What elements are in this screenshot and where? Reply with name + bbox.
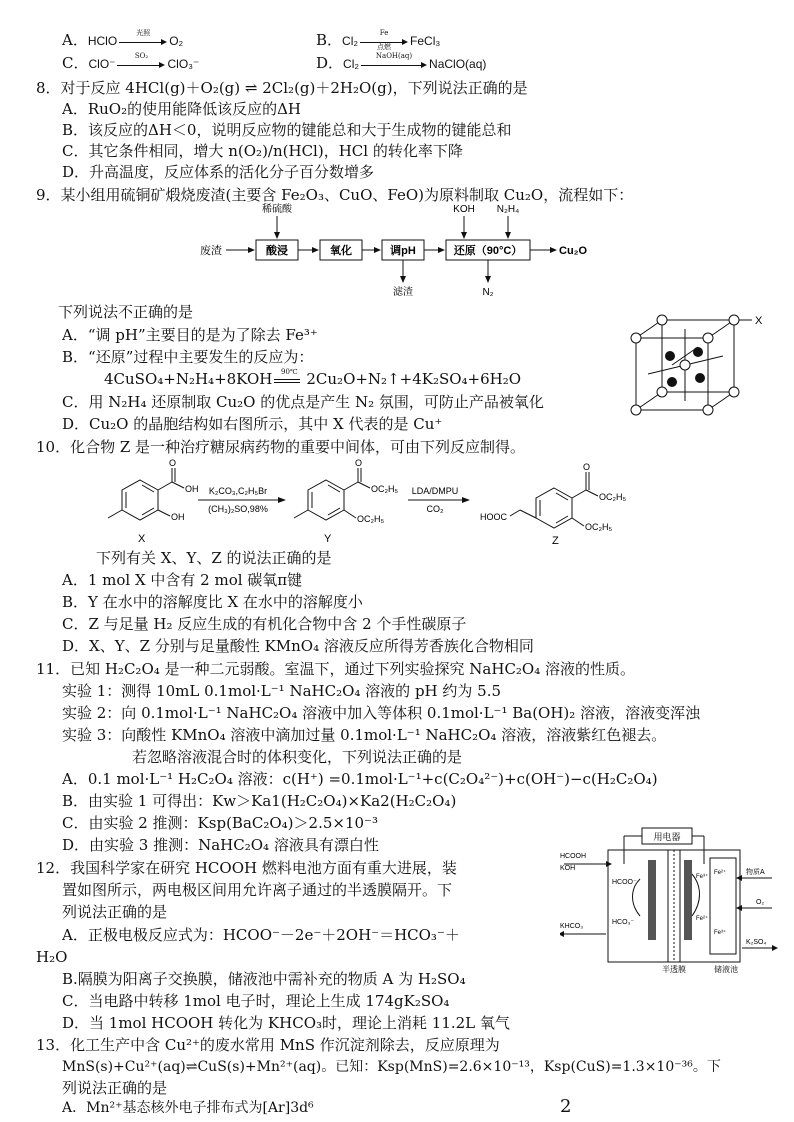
- q9-option-c: C．用 N₂H₄ 还原制取 Cu₂O 的优点是产生 N₂ 氛围，可防止产品被氧化: [62, 393, 544, 411]
- q9-crystal-cell-diagram: [628, 312, 768, 420]
- output-k2so4: K₂SO₄: [746, 939, 767, 946]
- q9-option-b: B．“还原”过程中主要发生的反应为：: [62, 348, 314, 366]
- q7-option-a: A．HClO 光照 O₂: [62, 29, 184, 49]
- q8-option-a: A．RuO₂的使用能降低该反应的ΔH: [62, 100, 302, 118]
- q13-option-a: A．Mn²⁺基态核外电子排布式为[Ar]3d⁶: [62, 1100, 314, 1116]
- flow-reagent-koh: KOH: [453, 204, 475, 215]
- q9-option-d: D．Cu₂O 的晶胞结构如右图所示，其中 X 代表的是 Cu⁺: [62, 415, 443, 433]
- y-carbonyl-o: O: [355, 458, 363, 468]
- svg-text:还原（90°C）: 还原（90°C）: [453, 245, 523, 257]
- q11-experiment-3: 实验 3：向酸性 KMnO₄ 溶液中滴加过量 0.1mol·L⁻¹ NaHC₂O₄ 溶液，溶液紫红色褪去。: [62, 726, 667, 744]
- q10-option-c: C．Z 与足量 H₂ 反应生成的有机化合物中含 2 个手性碳原子: [62, 615, 467, 633]
- ion-fe3-tank: Fe³⁺: [714, 930, 727, 936]
- svg-text:氧化: 氧化: [330, 245, 352, 257]
- q11-stem: 11．已知 H₂C₂O₄ 是一种二元弱酸。室温下，通过下列实验探究 NaHC₂O₄ 溶液的性质。: [36, 660, 636, 678]
- flow-gas: N₂: [482, 287, 494, 298]
- q10-reaction-scheme: [100, 458, 740, 548]
- q9-option-b-equation: 4CuSO₄+N₂H₄+8KOH 90℃ 2Cu₂O+N₂↑+4K₂SO₄+6H₂O: [104, 368, 522, 388]
- q7-option-b: B．Cl₂ Fe 点燃 FeCl₃: [316, 29, 441, 51]
- q9-flowchart: [196, 202, 596, 298]
- crystal-x-label: X: [755, 315, 763, 327]
- flow-input: 废渣: [200, 245, 222, 257]
- inlet-hcooh: HCOOH: [560, 853, 587, 860]
- x-label: X: [138, 533, 146, 545]
- x-carbonyl-o: O: [169, 458, 177, 468]
- q12-option-a: A．正极电极反应式为：HCOO⁻－2e⁻＋2OH⁻＝HCO₃⁻＋: [62, 926, 460, 944]
- input-substance-a: 物质A: [746, 869, 765, 876]
- ion-fe3-electrode: Fe³⁺: [696, 874, 709, 880]
- x-phenol-oh: OH: [171, 512, 185, 522]
- q12-fuel-cell-diagram: [560, 824, 780, 974]
- z-acid-group: HOOC: [480, 512, 507, 522]
- inlet-koh: KOH: [560, 865, 576, 872]
- q12-stem-line1: 12．我国科学家在研究 HCOOH 燃料电池方面有重大进展，装: [36, 859, 457, 877]
- q7-option-d: D．Cl₂ NaOH(aq) NaClO(aq): [316, 52, 487, 72]
- q9-option-a: A．“调 pH”主要目的是为了除去 Fe³⁺: [62, 326, 318, 344]
- q7-option-c: C．ClO⁻ SO₂ ClO₃⁻: [62, 52, 200, 72]
- q11-option-c: C．由实验 2 推测：Ksp(BaC₂O₄)＞2.5×10⁻³: [62, 814, 378, 832]
- ion-hcoo: HCOO⁻: [612, 879, 637, 886]
- svg-text:酸浸: 酸浸: [266, 245, 288, 257]
- q11-option-b: B．由实验 1 可得出：Kw＞Ka1(H₂C₂O₄)×Ka2(H₂C₂O₄): [62, 792, 457, 810]
- q12-option-b: B.隔膜为阳离子交换膜，储液池中需补充的物质 A 为 H₂SO₄: [62, 970, 466, 988]
- ion-fe2-tank: Fe²⁺: [714, 870, 727, 876]
- cond2-top: LDA/DMPU: [411, 486, 459, 496]
- q8-stem: 8．对于反应 4HCl(g)＋O₂(g) ⇌ 2Cl₂(g)＋2H₂O(g)，下列说法正确的是: [36, 79, 528, 97]
- q13-stem-line3: 列说法正确的是: [62, 1079, 168, 1097]
- q12-option-c: C．当电路中转移 1mol 电子时，理论上生成 174gK₂SO₄: [62, 992, 450, 1010]
- q10-ask: 下列有关 X、Y、Z 的说法正确的是: [96, 549, 332, 567]
- page-number: 2: [560, 1096, 572, 1117]
- q8-option-c: C．其它条件相同，增大 n(O₂)/n(HCl)，HCl 的转化率下降: [62, 142, 463, 160]
- svg-text:调pH: 调pH: [390, 245, 416, 257]
- q8-option-b: B．该反应的ΔH＜0，说明反应物的键能总和大于生成物的键能总和: [62, 121, 512, 139]
- q13-stem-line1: 13．化工生产中含 Cu²⁺的废水常用 MnS 作沉淀剂除去，反应原理为: [36, 1036, 500, 1054]
- z-ether-group: OC₂H₅: [585, 522, 613, 532]
- q8-option-d: D．升高温度，反应体系的活化分子百分数增多: [62, 163, 375, 181]
- z-label: Z: [552, 535, 559, 547]
- flow-reagent-h2so4: 稀硫酸: [262, 204, 292, 215]
- q12-stem-line3: 列说法正确的是: [62, 903, 168, 921]
- q11-experiment-2: 实验 2：向 0.1mol·L⁻¹ NaHC₂O₄ 溶液中加入等体积 0.1mol·L⁻¹ Ba(OH)₂ 溶液，溶液变浑浊: [62, 704, 701, 722]
- q13-stem-line2: MnS(s)+Cu²⁺(aq)⇌CuS(s)+Mn²⁺(aq)。已知：Ksp(MnS)=2.6×10⁻¹³，Ksp(CuS)=1.3×10⁻³⁶。下: [62, 1059, 721, 1075]
- cond1-bottom: (CH₃)₂SO,98%: [208, 504, 268, 514]
- q11-option-d: D．由实验 3 推测：NaHC₂O₄ 溶液具有漂白性: [62, 836, 379, 854]
- q10-option-b: B．Y 在水中的溶解度比 X 在水中的溶解度小: [62, 593, 363, 611]
- q9-stem: 9．某小组用硫铜矿煅烧废渣(主要含 Fe₂O₃、CuO、FeO)为原料制取 Cu₂O，流程如下：: [36, 186, 634, 204]
- y-label: Y: [324, 533, 332, 545]
- ion-fe2-electrode: Fe²⁺: [696, 916, 709, 922]
- z-carbonyl-o: O: [583, 462, 591, 472]
- cond1-top: K₂CO₃,C₂H₅Br: [208, 486, 268, 496]
- q12-option-d: D．当 1mol HCOOH 转化为 KHCO₃时，理论上消耗 11.2L 氧气: [62, 1014, 510, 1032]
- q11-experiment-1: 实验 1：测得 10mL 0.1mol·L⁻¹ NaHC₂O₄ 溶液的 pH 约为 5.5: [62, 682, 502, 700]
- ion-hco3: HCO₃⁻: [612, 919, 635, 926]
- tank-label: 储液池: [714, 965, 738, 974]
- flow-reagent-n2h4: N₂H₄: [496, 204, 520, 215]
- q10-option-d: D．X、Y、Z 分别与足量酸性 KMnO₄ 溶液反应所得芳香族化合物相同: [62, 637, 534, 655]
- device-label: 用电器: [653, 832, 681, 842]
- q10-stem: 10．化合物 Z 是一种治疗糖尿病药物的重要中间体，可由下列反应制得。: [36, 438, 526, 456]
- q11-option-a: A．0.1 mol·L⁻¹ H₂C₂O₄ 溶液：c(H⁺) =0.1mol·L⁻¹+c(C₂O₄²⁻)+c(OH⁻)−c(H₂C₂O₄): [62, 770, 658, 788]
- outlet-khco3: KHCO₃: [560, 923, 584, 930]
- y-ester-group: OC₂H₅: [371, 484, 399, 494]
- membrane-label: 半透膜: [662, 965, 686, 974]
- x-acid-oh: OH: [185, 484, 199, 494]
- y-ether-group: OC₂H₅: [357, 514, 385, 524]
- z-ester-group: OC₂H₅: [599, 492, 627, 502]
- q12-option-a-cont: H₂O: [36, 948, 68, 966]
- q12-stem-line2: 置如图所示，两电极区间用允许离子通过的半透膜隔开。下: [62, 881, 453, 899]
- cond2-bottom: CO₂: [426, 504, 444, 514]
- q10-option-a: A．1 mol X 中含有 2 mol 碳氧π键: [62, 571, 303, 589]
- input-o2: O₂: [756, 899, 765, 906]
- q11-ask: 若忽略溶液混合时的体积变化，下列说法正确的是: [132, 748, 463, 766]
- q9-ask: 下列说法不正确的是: [58, 303, 194, 321]
- flow-product: Cu₂O: [559, 245, 588, 257]
- flow-residue: 滤渣: [393, 287, 413, 298]
